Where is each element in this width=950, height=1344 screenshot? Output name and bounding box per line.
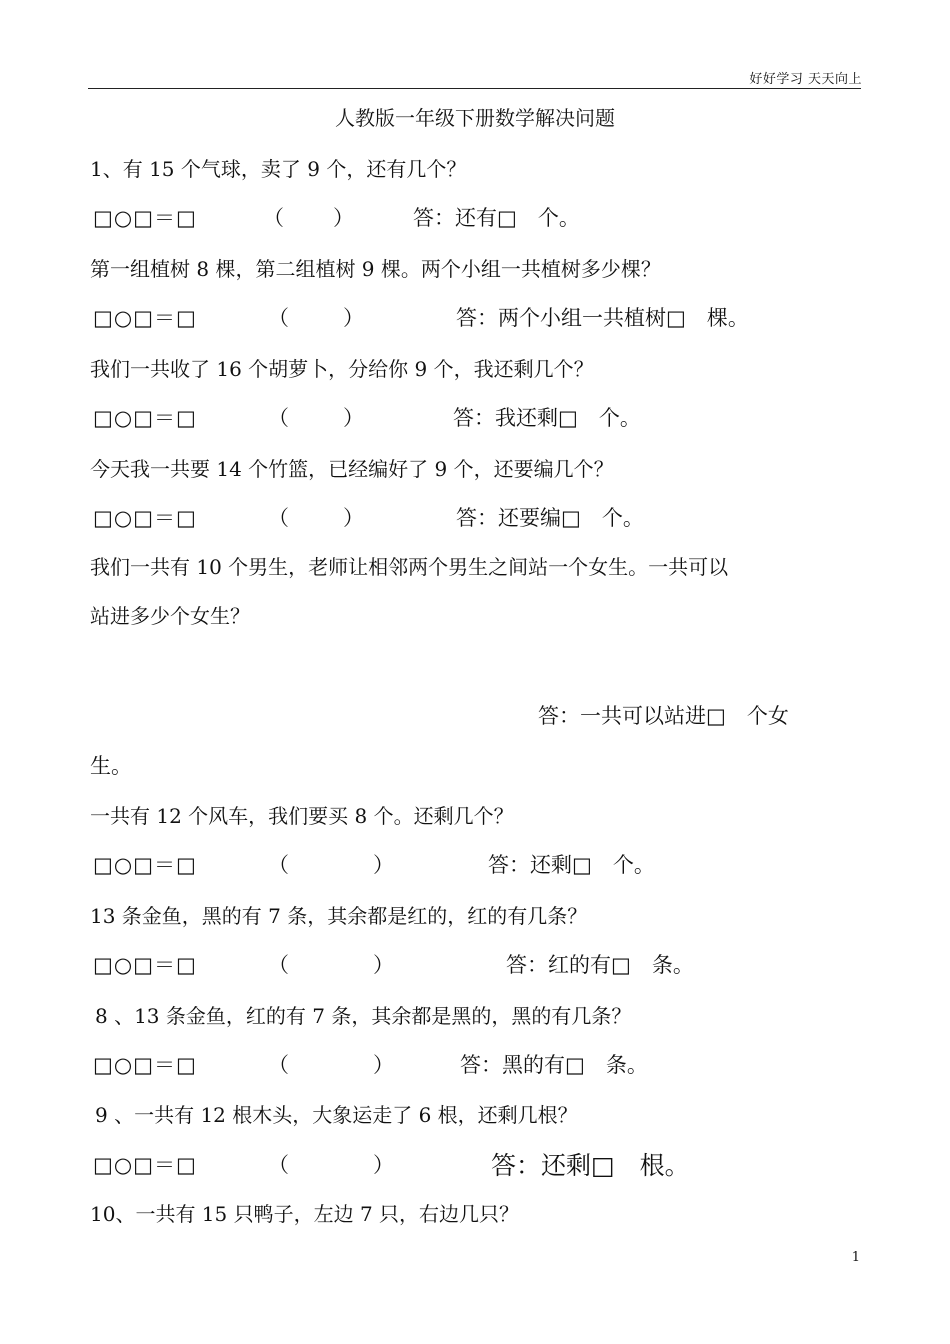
answer-5-line-1: 答：一共可以站进□ 个女	[538, 704, 789, 728]
question-9: 9 、一共有 12 根木头，大象运走了 6 根，还剩几根？	[95, 1103, 578, 1127]
equation-blanks: □○□＝□	[93, 1053, 197, 1077]
question-3: 我们一共收了 16 个胡萝卜，分给你 9 个，我还剩几个？	[90, 357, 594, 381]
question-8: 8 、13 条金鱼，红的有 7 条，其余都是黑的，黑的有几条？	[95, 1004, 632, 1028]
answer-3: 答：我还剩□ 个。	[453, 406, 641, 430]
paren-open: （	[268, 1053, 289, 1077]
header-rule	[88, 88, 861, 89]
question-10: 10、一共有 15 只鸭子，左边 7 只，右边几只？	[90, 1202, 520, 1226]
paren-close: ）	[343, 306, 364, 330]
paren-open: （	[268, 853, 289, 877]
paren-close: ）	[343, 406, 364, 430]
answer-4: 答：还要编□ 个。	[456, 506, 644, 530]
answer-1: 答：还有□ 个。	[413, 206, 580, 230]
paren-open: （	[268, 1153, 289, 1177]
equation-blanks: □○□＝□	[93, 853, 197, 877]
page-header-note: 好好学习 天天向上	[749, 72, 862, 87]
answer-5-line-2: 生。	[90, 754, 132, 778]
page-number: 1	[851, 1250, 860, 1265]
answer-8: 答：黑的有□ 条。	[460, 1053, 648, 1077]
equation-blanks: □○□＝□	[93, 206, 197, 230]
answer-9: 答：还剩□ 根。	[491, 1151, 690, 1180]
paren-open: （	[268, 306, 289, 330]
question-5-line-1: 我们一共有 10 个男生，老师让相邻两个男生之间站一个女生。一共可以	[90, 555, 729, 579]
paren-close: ）	[373, 1153, 394, 1177]
paren-open: （	[268, 953, 289, 977]
equation-blanks: □○□＝□	[93, 306, 197, 330]
paren-open: （	[268, 506, 289, 530]
answer-2: 答：两个小组一共植树□ 棵。	[456, 306, 749, 330]
answer-6: 答：还剩□ 个。	[488, 853, 655, 877]
equation-blanks: □○□＝□	[93, 406, 197, 430]
paren-close: ）	[373, 853, 394, 877]
paren-open: （	[263, 206, 284, 230]
document-title: 人教版一年级下册数学解决问题	[335, 106, 615, 130]
question-7: 13 条金鱼，黑的有 7 条，其余都是红的，红的有几条？	[90, 904, 588, 928]
paren-close: ）	[333, 206, 354, 230]
question-1: 1、有 15 个气球，卖了 9 个，还有几个？	[90, 157, 467, 181]
question-5-line-2: 站进多少个女生？	[90, 604, 250, 628]
equation-blanks: □○□＝□	[93, 953, 197, 977]
equation-blanks: □○□＝□	[93, 1153, 197, 1177]
question-4: 今天我一共要 14 个竹篮，已经编好了 9 个，还要编几个？	[90, 457, 614, 481]
equation-blanks: □○□＝□	[93, 506, 197, 530]
answer-7: 答：红的有□ 条。	[506, 953, 694, 977]
question-6: 一共有 12 个风车，我们要买 8 个。还剩几个？	[90, 804, 514, 828]
paren-close: ）	[373, 953, 394, 977]
paren-close: ）	[373, 1053, 394, 1077]
paren-open: （	[268, 406, 289, 430]
question-2: 第一组植树 8 棵，第二组植树 9 棵。两个小组一共植树多少棵？	[90, 257, 661, 281]
paren-close: ）	[343, 506, 364, 530]
